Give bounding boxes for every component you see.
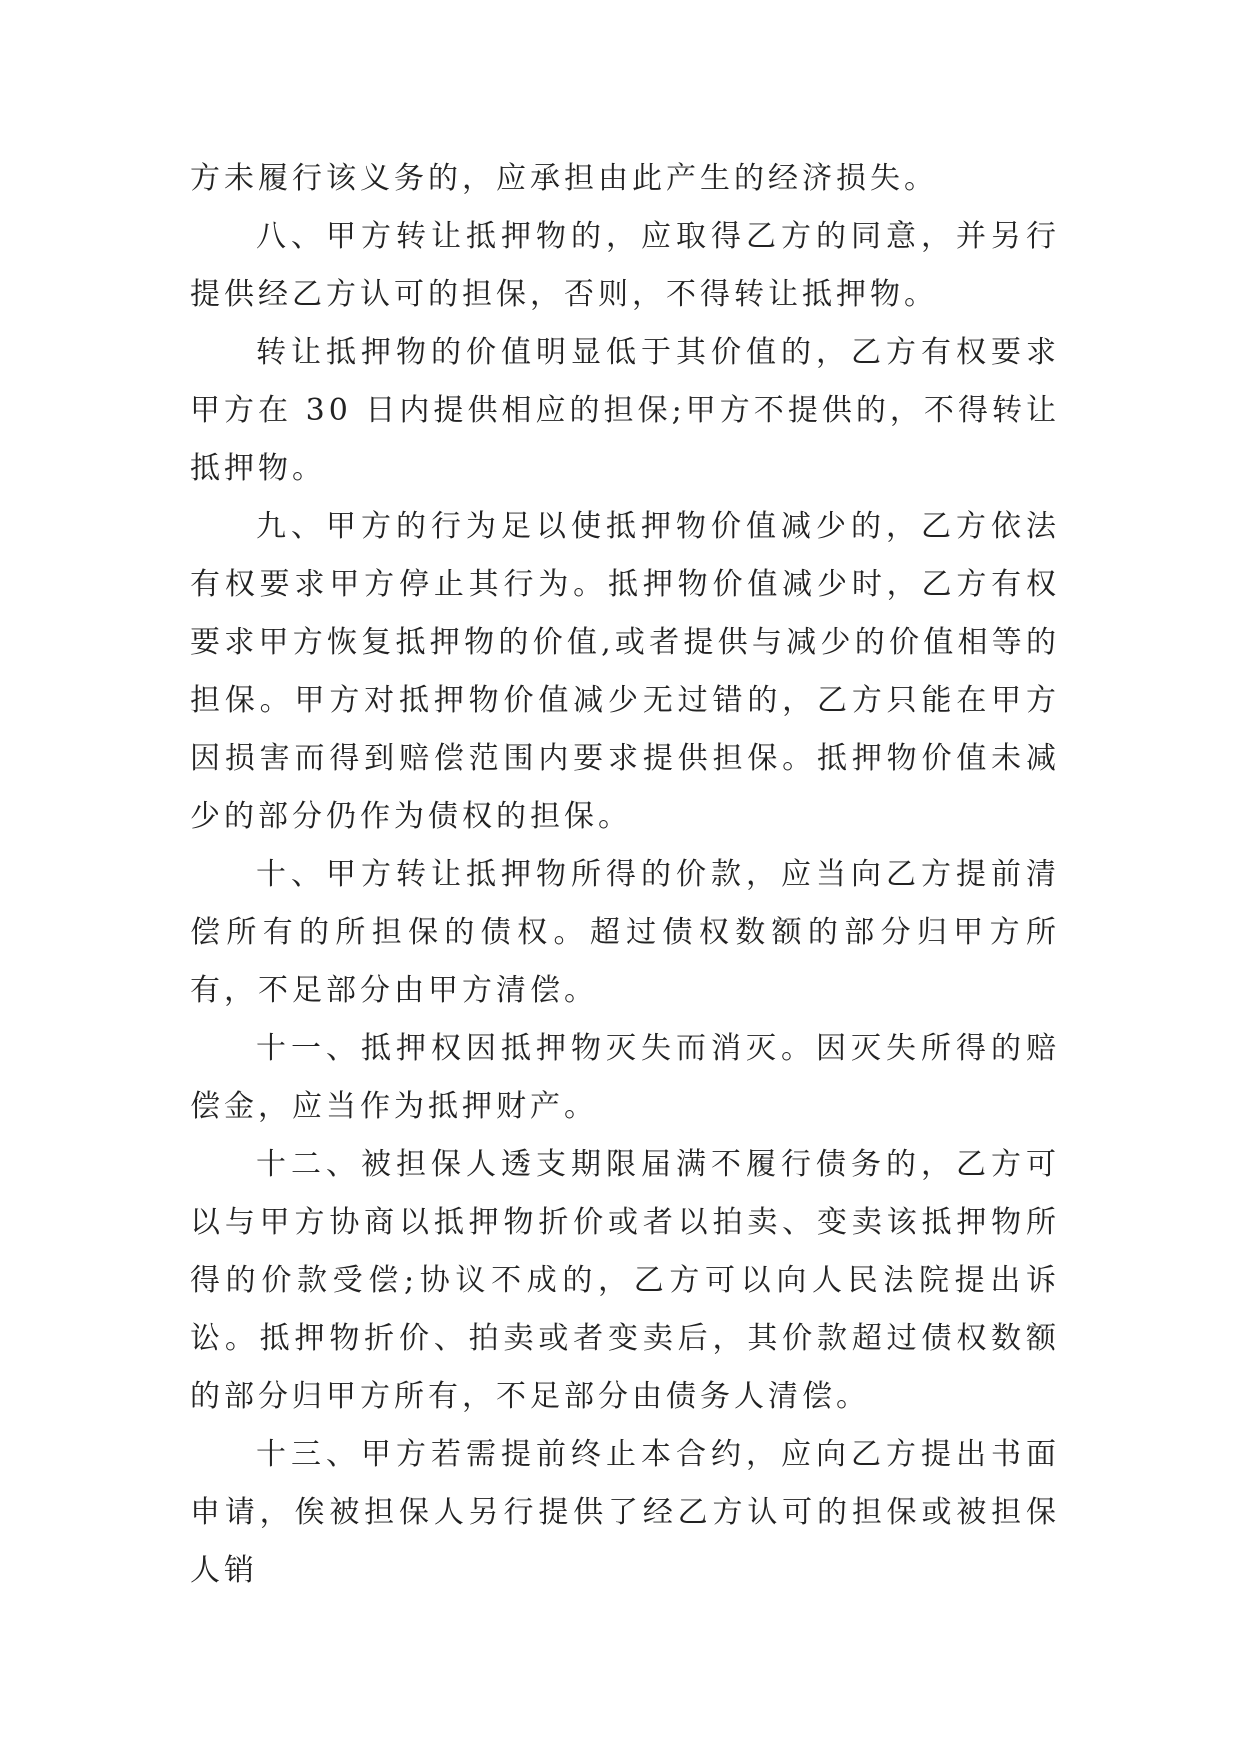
paragraph-6: 十一、抵押权因抵押物灭失而消灭。因灭失所得的赔偿金，应当作为抵押财产。 [190,1031,1060,1124]
paragraph-7: 十二、被担保人透支期限届满不履行债务的，乙方可以与甲方协商以抵押物折价或者以拍卖、变卖该抵押物所得的价款受偿;协议不成的，乙方可以向人民法院提出诉讼。抵押物折价、拍卖或者变卖后，其价款超过债权数额的部分归甲方所有，不足部分由债务人清偿。 [190,1147,1060,1414]
paragraph-2: 八、甲方转让抵押物的，应取得乙方的同意，并另行提供经乙方认可的担保，否则，不得转让抵押物。 [190,219,1060,312]
paragraph-1: 方未履行该义务的，应承担由此产生的经济损失。 [190,161,938,196]
paragraph-8: 十三、甲方若需提前终止本合约，应向乙方提出书面申请，俟被担保人另行提供了经乙方认可的担保或被担保人销 [190,1437,1060,1588]
document-page [190,150,1060,1600]
paragraph-4: 九、甲方的行为足以使抵押物价值减少的，乙方依法有权要求甲方停止其行为。抵押物价值减少时，乙方有权要求甲方恢复抵押物的价值,或者提供与减少的价值相等的担保。甲方对抵押物价值减少无过错的，乙方只能在甲方因损害而得到赔偿范围内要求提供担保。抵押物价值未减少的部分仍作为债权的担保。 [190,509,1060,834]
paragraph-5: 十、甲方转让抵押物所得的价款，应当向乙方提前清偿所有的所担保的债权。超过债权数额的部分归甲方所有，不足部分由甲方清偿。 [190,857,1060,1008]
paragraph-3: 转让抵押物的价值明显低于其价值的，乙方有权要求甲方在 30 日内提供相应的担保;甲方不提供的，不得转让抵押物。 [190,335,1060,486]
